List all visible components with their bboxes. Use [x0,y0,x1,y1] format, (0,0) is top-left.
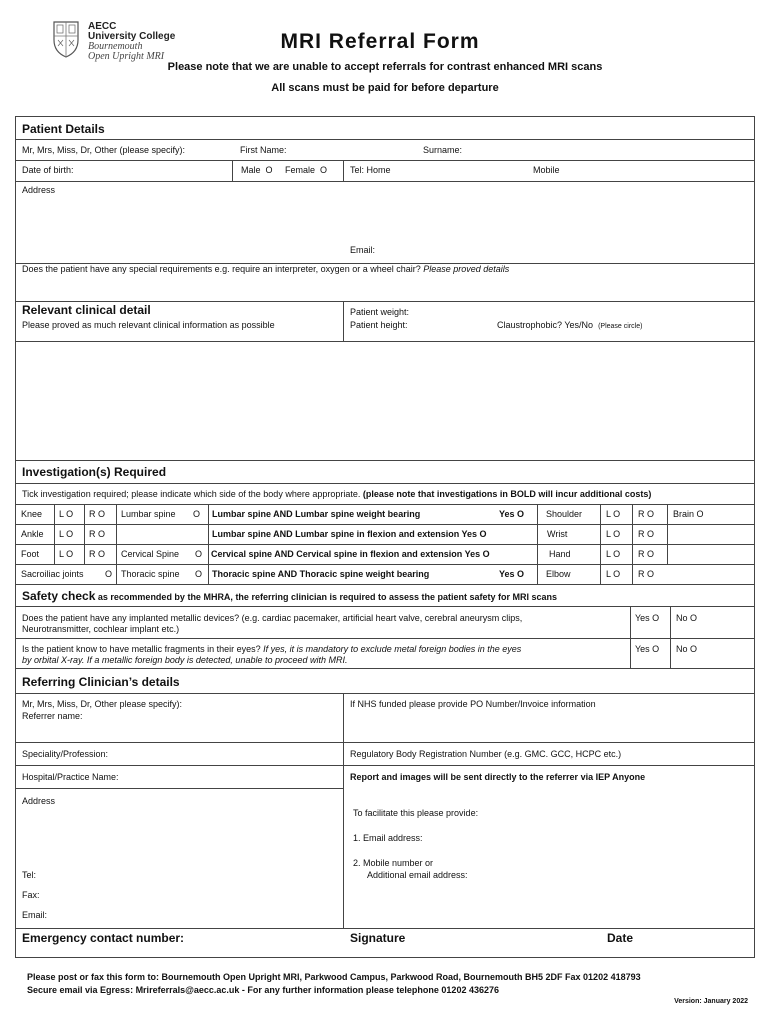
patient-title-label[interactable]: Mr, Mrs, Miss, Dr, Other (please specify): [22,145,186,155]
implant-question-line2: Neurotransmitter, cochlear implant etc.) [22,624,180,634]
shoulder-left-option[interactable]: L O [606,509,621,519]
elbow-left-option[interactable]: L O [606,569,621,579]
footer-post-address: Please post or fax this form to: Bournemouth Open Upright MRI, Parkwood Campus, Parkwood Road, Bournemouth BH5 2DF Fax 01202 418793 [27,972,641,982]
cervical-spine-option[interactable]: O [195,549,203,559]
investigation-instructions: Tick investigation required; please indicate which side of the body where appropriate. (please note that investigations in BOLD will incur additional costs) [22,489,652,499]
knee-right-option[interactable]: R O [89,509,106,519]
payment-notice: All scans must be paid for before departure [271,82,499,94]
signature-label[interactable]: Signature [350,931,406,945]
referrer-name-label[interactable]: Referrer name: [22,711,83,721]
safety-check-heading: Safety check as recommended by the MHRA, the referring clinician is required to assess the patient safety for MRI scans [22,589,558,603]
iep-mobile-label[interactable]: 2. Mobile number or [353,858,434,868]
version-label: Version: January 2022 [674,998,748,1005]
first-name-label[interactable]: First Name: [240,145,287,155]
sacroiliac-option[interactable]: O [105,569,113,579]
shoulder-right-option[interactable]: R O [638,509,655,519]
clinician-email-label[interactable]: Email: [22,910,48,920]
patient-email-label[interactable]: Email: [350,245,376,255]
iep-email-label[interactable]: 1. Email address: [353,833,423,843]
footer-contact: Secure email via Egress: Mrireferrals@aecc.ac.uk - For any further information please telephone 01202 436276 [27,985,499,995]
thoracic-weight-bearing-option[interactable]: Yes O [499,569,525,579]
wrist-left-option[interactable]: L O [606,529,621,539]
clinician-fax-label[interactable]: Fax: [22,890,40,900]
emergency-contact-label[interactable]: Emergency contact number: [22,931,185,945]
surname-label[interactable]: Surname: [423,145,463,155]
logo-line-1: AECC [88,21,117,32]
report-delivery-note: Report and images will be sent directly to the referrer via IEP Anyone [350,772,646,782]
thoracic-spine-label: Thoracic spine [121,569,180,579]
elbow-right-option[interactable]: R O [638,569,655,579]
hospital-name-label[interactable]: Hospital/Practice Name: [22,772,119,782]
foot-left-option[interactable]: L O [59,549,74,559]
hand-right-option[interactable]: R O [638,549,655,559]
metal-eye-question-line1: Is the patient know to have metallic fragments in their eyes? If yes, it is mandatory to exclude metal foreign bodies in the eyes [22,644,522,654]
special-requirements-question[interactable]: Does the patient have any special requirements e.g. require an interpreter, oxygen or a wheel chair? Please proved details [22,264,510,274]
clinician-heading: Referring Clinician’s details [22,675,180,689]
metal-eye-no-option[interactable]: No O [676,644,698,654]
ankle-label: Ankle [21,529,44,539]
male-option[interactable]: Male O [241,165,273,175]
clinician-title-label[interactable]: Mr, Mrs, Miss, Dr, Other please specify): [22,699,183,709]
cervical-spine-label: Cervical Spine [121,549,180,559]
nhs-po-number-label[interactable]: If NHS funded please provide PO Number/Invoice information [350,699,596,709]
lumbar-spine-label: Lumbar spine [121,509,176,519]
clinician-tel-label[interactable]: Tel: [22,870,37,880]
lumbar-weight-bearing-option[interactable]: Yes O [499,509,525,519]
thoracic-spine-option[interactable]: O [195,569,203,579]
logo-line-4: Open Upright MRI [88,51,165,62]
wrist-right-option[interactable]: R O [638,529,655,539]
clinical-detail-instructions: Please proved as much relevant clinical information as possible [22,320,275,330]
form-title: MRI Referral Form [280,30,480,53]
mobile-label[interactable]: Mobile [533,165,560,175]
brain-option[interactable]: Brain O [673,509,704,519]
lumbar-weight-bearing-label: Lumbar spine AND Lumbar spine weight bearing [212,509,421,519]
clinician-address-label[interactable]: Address [22,796,56,806]
foot-right-option[interactable]: R O [89,549,106,559]
patient-address-label[interactable]: Address [22,185,56,195]
patient-weight-label[interactable]: Patient weight: [350,307,410,317]
logo-line-3: Bournemouth [88,41,143,52]
ankle-left-option[interactable]: L O [59,529,74,539]
implant-no-option[interactable]: No O [676,613,698,623]
knee-label: Knee [21,509,43,519]
lumbar-spine-option[interactable]: O [193,509,201,519]
elbow-label: Elbow [546,569,571,579]
metal-eye-yes-option[interactable]: Yes O [635,644,660,654]
patient-height-label[interactable]: Patient height: [350,320,408,330]
cervical-flexion-extension-option[interactable]: Cervical spine AND Cervical spine in flexion and extension Yes O [211,549,490,559]
wrist-label: Wrist [547,529,568,539]
registration-number-label[interactable]: Regulatory Body Registration Number (e.g. GMC. GCC, HCPC etc.) [350,749,622,759]
patient-details-heading: Patient Details [22,122,105,136]
knee-left-option[interactable]: L O [59,509,74,519]
tel-home-label[interactable]: Tel: Home [350,165,391,175]
ankle-right-option[interactable]: R O [89,529,106,539]
logo-line-2: University College [88,31,176,42]
implant-yes-option[interactable]: Yes O [635,613,660,623]
metal-eye-question-line2: by orbital X-ray. If a metallic foreign body is detected, unable to proceed with MRI. [22,655,348,665]
hand-left-option[interactable]: L O [606,549,621,559]
dob-label[interactable]: Date of birth: [22,165,74,175]
claustrophobic-question[interactable]: Claustrophobic? Yes/No (Please circle) [497,320,643,330]
clinical-detail-area[interactable] [18,345,752,455]
speciality-label[interactable]: Speciality/Profession: [22,749,109,759]
female-option[interactable]: Female O [285,165,328,175]
iep-additional-email-label[interactable]: Additional email address: [367,870,468,880]
lumbar-flexion-extension-option[interactable]: Lumbar spine AND Lumbar spine in flexion and extension Yes O [212,529,487,539]
facilitate-note: To facilitate this please provide: [353,808,479,818]
sacroiliac-label: Sacroiliac joints [21,569,84,579]
shoulder-label: Shoulder [546,509,583,519]
implant-question-line1: Does the patient have any implanted metallic devices? (e.g. cardiac pacemaker, artificial heart valve, cerebral aneurysm clips, [22,613,523,623]
foot-label: Foot [21,549,40,559]
clinical-detail-heading: Relevant clinical detail [22,303,151,317]
thoracic-weight-bearing-label: Thoracic spine AND Thoracic spine weight bearing [212,569,430,579]
date-label[interactable]: Date [607,931,634,945]
investigations-heading: Investigation(s) Required [22,465,167,479]
hand-label: Hand [549,549,571,559]
contrast-notice: Please note that we are unable to accept referrals for contrast enhanced MRI scans [167,61,603,73]
